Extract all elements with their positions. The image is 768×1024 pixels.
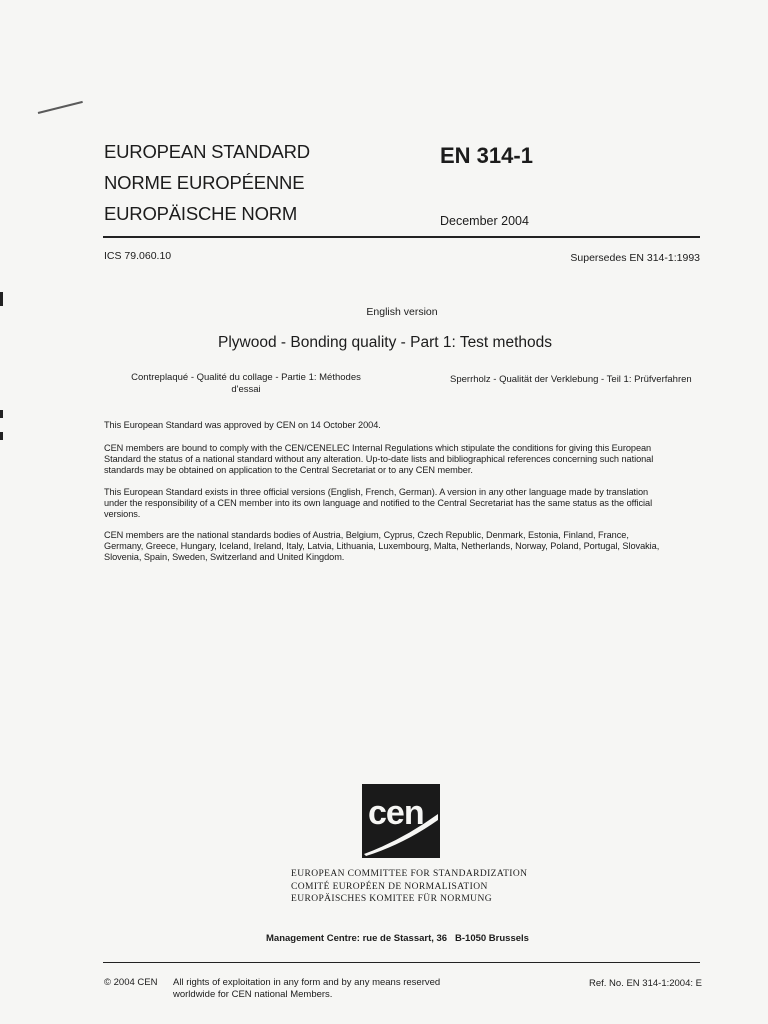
paragraph-line: CEN members are bound to comply with the CEN/CENELEC Internal Regulations which stipulate the conditions for giving this European — [104, 443, 652, 453]
paragraph-line: under the responsibility of a CEN member into its own language and notified to the Central Secretariat has the same status as the official — [104, 498, 653, 509]
header-divider — [103, 236, 700, 238]
rights-line: All rights of exploitation in any form and by any means reserved — [173, 977, 441, 988]
french-title — [116, 372, 376, 396]
title-german: EUROPÄISCHE NORM — [104, 203, 298, 224]
reference-number: Ref. No. EN 314-1:2004: E — [588, 978, 702, 989]
cen-logo — [362, 784, 440, 858]
org-name-french: COMITÉ EUROPÉEN DE NORMALISATION — [291, 881, 488, 892]
title-english: EUROPEAN STANDARD — [104, 141, 310, 162]
rights-line: worldwide for CEN national Members. — [173, 988, 333, 1000]
members-paragraph — [104, 530, 704, 564]
cen-logo-text: cen — [368, 794, 424, 832]
approval-paragraph — [104, 420, 704, 431]
management-centre-address: Management Centre: rue de Stassart, 36 B-1050 Brussels — [266, 933, 529, 944]
organization-names — [291, 868, 527, 906]
document-title: Plywood - Bonding quality - Part 1: Test methods — [218, 334, 552, 351]
scan-edge-mark — [0, 410, 3, 418]
paragraph-line: versions. — [104, 509, 141, 520]
footer-divider — [103, 962, 700, 963]
paragraph-line: This European Standard was approved by CEN on 14 October 2004. — [104, 420, 381, 430]
paragraph-line: standards may be obtained on application to the Central Secretariat or to any CEN member. — [104, 465, 473, 476]
copyright: © 2004 CEN — [104, 977, 158, 988]
paragraph-line: This European Standard exists in three official versions (English, French, German). A version in any other language made by translation — [104, 487, 649, 497]
ics-code: ICS 79.060.10 — [104, 250, 172, 262]
paragraph-line: Standard the status of a national standard without any alteration. Up-to-date lists and bibliographical references concerning such national — [104, 454, 654, 465]
versions-paragraph — [104, 487, 704, 521]
org-name-german: EUROPÄISCHES KOMITEE FÜR NORMUNG — [291, 894, 492, 904]
paragraph-line: CEN members are the national standards bodies of Austria, Belgium, Cyprus, Czech Republic, Denmark, Estonia, Finland, France, — [104, 530, 629, 540]
paragraph-line: Germany, Greece, Hungary, Iceland, Ireland, Italy, Latvia, Lithuania, Luxembourg, Malta, Netherlands, Norway, Poland, Portugal, Slovakia, — [104, 541, 660, 552]
compliance-paragraph — [104, 443, 704, 477]
french-title-line: d'essai — [231, 384, 261, 395]
french-title-line: Contreplaqué - Qualité du collage - Partie 1: Méthodes — [131, 372, 361, 383]
paragraph-line: Slovenia, Spain, Sweden, Switzerland and United Kingdom. — [104, 552, 345, 563]
scan-edge-mark — [0, 432, 3, 440]
scan-edge-mark — [0, 292, 3, 306]
publication-date: December 2004 — [440, 214, 529, 228]
supersedes-note: Supersedes EN 314-1:1993 — [570, 252, 700, 264]
german-title: Sperrholz - Qualität der Verklebung - Teil 1: Prüfverfahren — [450, 374, 692, 385]
rights-notice — [173, 977, 440, 1000]
standard-number: EN 314-1 — [440, 143, 533, 168]
version-label: English version — [366, 306, 438, 318]
title-french: NORME EUROPÉENNE — [104, 172, 305, 193]
scan-pen-mark — [38, 101, 83, 114]
org-name-english: EUROPEAN COMMITTEE FOR STANDARDIZATION — [291, 869, 528, 879]
